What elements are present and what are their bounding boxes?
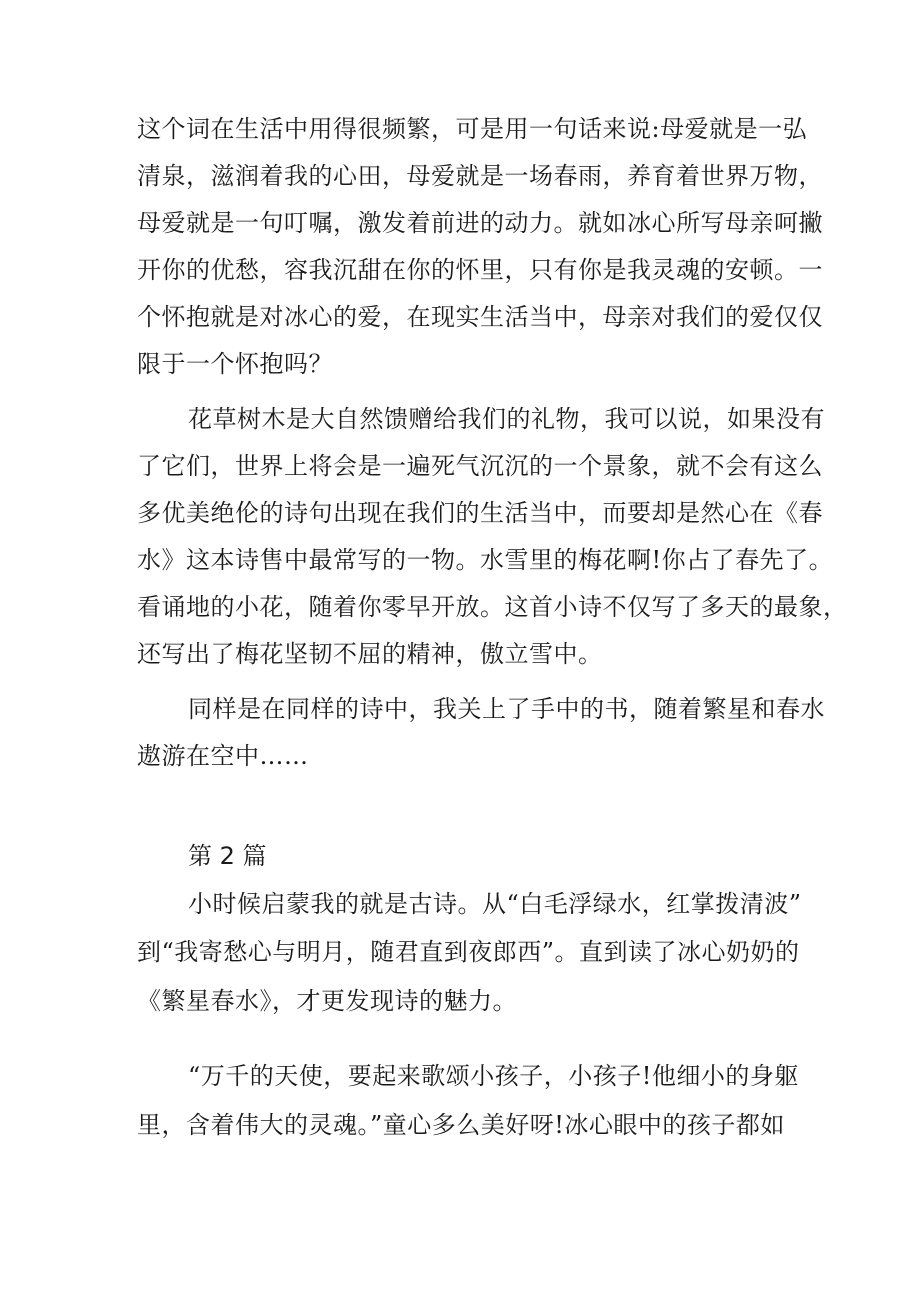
text-line: 个怀抱就是对冰心的爱，在现实生活当中，母亲对我们的爱仅仅 (137, 303, 823, 331)
text-line: 多优美绝伦的诗句出现在我们的生活当中，而要却是然心在《春 (137, 499, 823, 527)
text-line: 小时候启蒙我的就是古诗。从“白毛浮绿水，红掌拨清波” (188, 890, 802, 918)
text-line: 同样是在同样的诗中，我关上了手中的书，随着繁星和春水 (188, 695, 825, 723)
text-line: 还写出了梅花坚韧不屈的精神，傲立雪中。 (137, 640, 603, 668)
text-line: 这个词在生活中用得很频繁，可是用一句话来说:母爱就是一弘 (137, 115, 808, 143)
section-heading: 第 2 篇 (188, 842, 267, 870)
text-line: 了它们，世界上将会是一遍死气沉沉的一个景象，就不会有这么 (137, 452, 823, 480)
text-line: 水》这本诗售中最常写的一物。水雪里的梅花啊!你占了春先了。 (137, 546, 834, 574)
text-line: 开你的优愁，容我沉甜在你的怀里，只有你是我灵魂的安顿。一 (137, 256, 823, 284)
text-line: 母爱就是一句叮嘱，激发着前进的动力。就如冰心所写母亲呵撇 (137, 209, 823, 237)
text-line: 限于一个怀抱吗？ (137, 350, 333, 378)
text-line: 到“我寄愁心与明月，随君直到夜郎西”。直到读了冰心奶奶的 (137, 938, 800, 966)
text-line: 清泉，滋润着我的心田，母爱就是一场春雨，养育着世界万物， (137, 162, 823, 190)
text-line: 看诵地的小花，随着你零早开放。这首小诗不仅写了多天的最象， (137, 593, 848, 621)
text-line: 里，含着伟大的灵魂。”童心多么美好呀!冰心眼中的孩子都如 (137, 1111, 785, 1139)
text-line: “万千的天使，要起来歌颂小孩子，小孩子!他细小的身躯 (188, 1062, 799, 1090)
text-line: 花草树木是大自然馈赠给我们的礼物，我可以说，如果没有 (188, 405, 825, 433)
text-line: 《繁星春水》，才更发现诗的魅力。 (137, 987, 517, 1015)
text-line: 遨游在空中…… (137, 742, 309, 770)
